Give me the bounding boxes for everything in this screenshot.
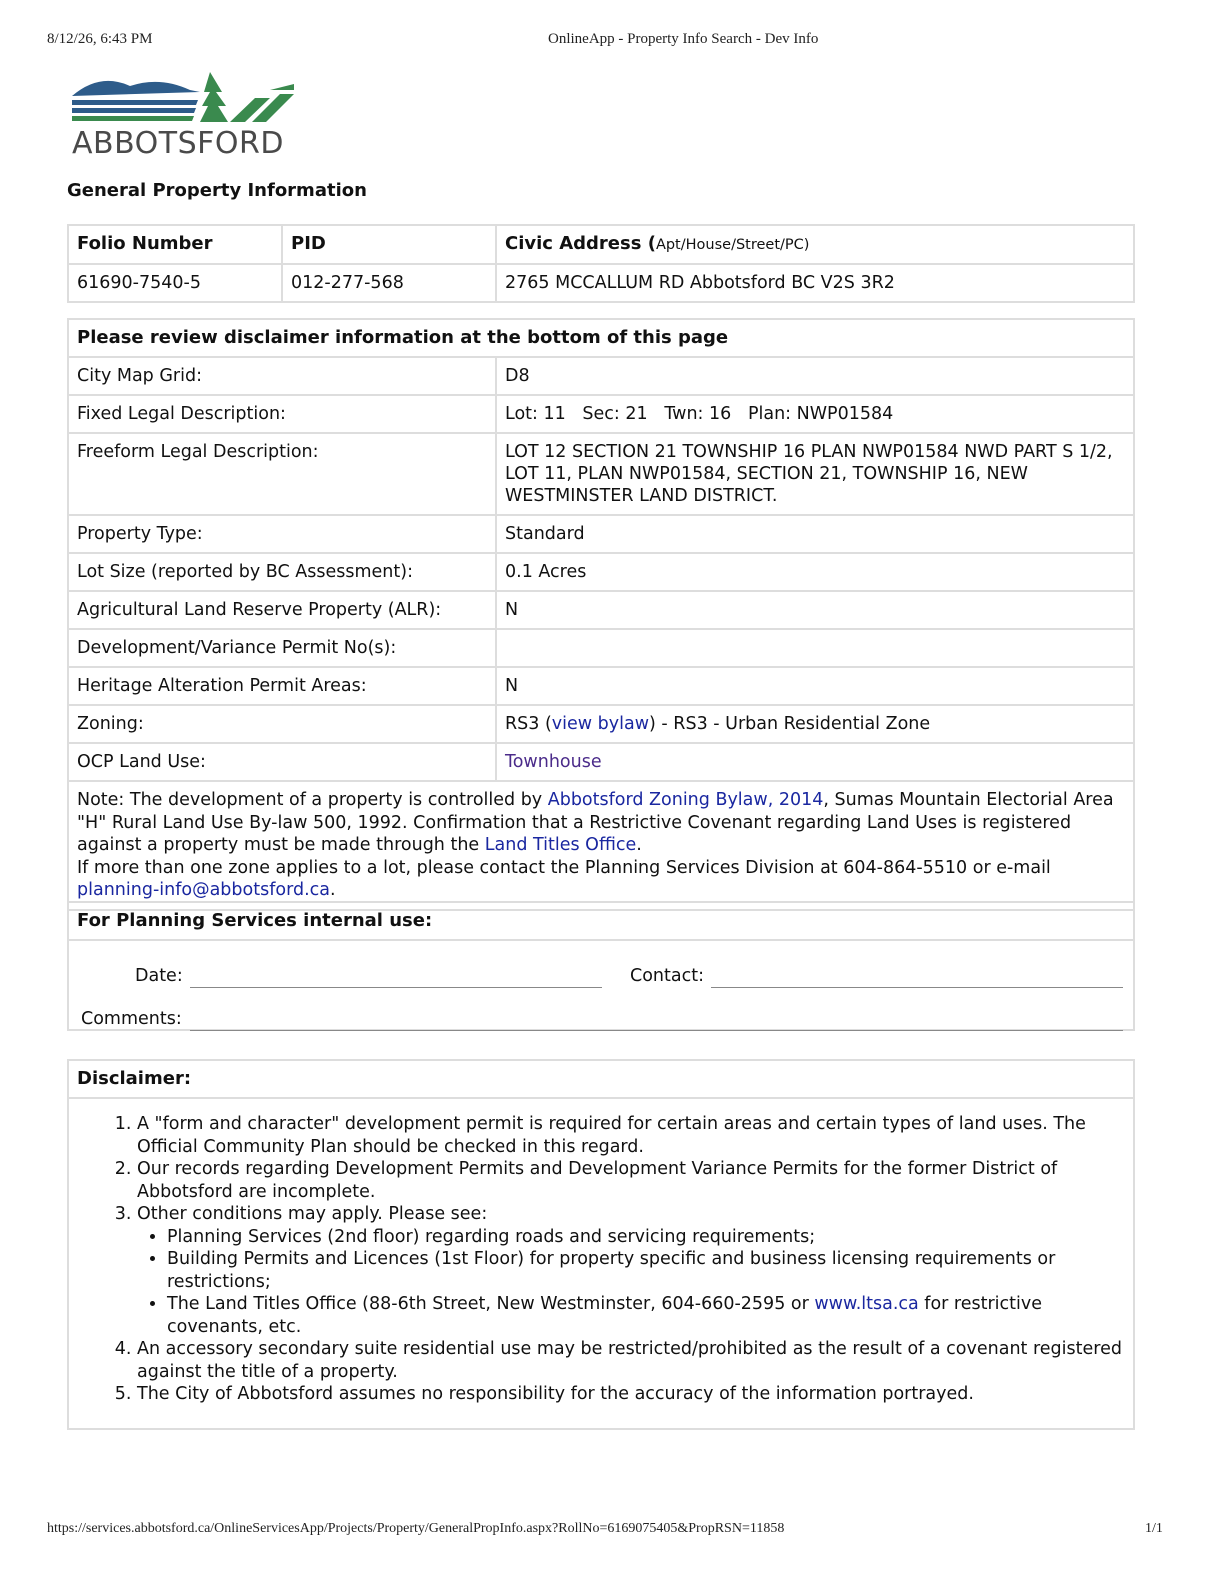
detail-row [68, 357, 1134, 395]
zoning-value [496, 705, 1134, 743]
note-text-5: . [329, 880, 336, 900]
detail-label: Lot Size (reported by BC Assessment): [68, 553, 496, 591]
civic-address-header [496, 225, 1134, 264]
disclaimer-list [77, 1113, 1125, 1406]
note-text-3: . [636, 835, 642, 855]
land-titles-link[interactable]: Land Titles Office [484, 835, 637, 855]
disclaimer-item [137, 1203, 1125, 1338]
internal-use-title: For Planning Services internal use: [68, 902, 1134, 940]
date-field[interactable] [190, 971, 602, 988]
detail-value: Lot: 11 Sec: 21 Twn: 16 Plan: NWP01584 [496, 395, 1134, 433]
folio-value: 61690-7540-5 [68, 264, 282, 302]
note-text-1: Note: The development of a property is controlled by [77, 790, 548, 810]
property-details-table [67, 318, 1135, 911]
ocp-townhouse-link[interactable]: Townhouse [505, 752, 602, 772]
detail-value [496, 629, 1134, 667]
comments-label: Comments: [81, 1009, 182, 1029]
zoning-bylaw-link[interactable]: Abbotsford Zoning Bylaw, 2014 [547, 790, 824, 810]
print-datetime: 8/12/26, 6:43 PM [47, 31, 153, 47]
disclaimer-title: Disclaimer: [68, 1060, 1134, 1098]
internal-use-form [68, 940, 1134, 1030]
folio-header: Folio Number [68, 225, 282, 264]
section-title: General Property Information [67, 180, 367, 201]
print-page-title: OnlineApp - Property Info Search - Dev Info [548, 31, 819, 47]
disclaimer-sublist [137, 1226, 1125, 1339]
detail-row [68, 629, 1134, 667]
zoning-note [68, 781, 1134, 910]
detail-label: Property Type: [68, 515, 496, 553]
sub3-text-pre: The Land Titles Office (88-6th Street, New Westminster, 604-660-2595 or [167, 1294, 815, 1314]
view-bylaw-link[interactable]: view bylaw [551, 714, 650, 734]
detail-value: 0.1 Acres [496, 553, 1134, 591]
sub3-text-post: for restrictive covenants, etc. [167, 1294, 1043, 1337]
detail-label: Fixed Legal Description: [68, 395, 496, 433]
detail-value: LOT 12 SECTION 21 TOWNSHIP 16 PLAN NWP01584 NWD PART S 1/2, LOT 11, PLAN NWP01584, SECTION 21, TOWNSHIP 16, NEW WESTMINSTER LAND DISTRICT. [496, 433, 1134, 515]
disclaimer-subitem: • Planning Services (2nd floor) regarding roads and servicing requirements; [167, 1226, 1125, 1249]
planning-email-link[interactable]: planning-info@abbotsford.ca [77, 880, 330, 900]
comments-field[interactable] [190, 1014, 1123, 1031]
detail-label: Agricultural Land Reserve Property (ALR): [68, 591, 496, 629]
detail-row [68, 667, 1134, 705]
detail-row [68, 553, 1134, 591]
zoning-post: ) - RS3 - Urban Residential Zone [649, 714, 931, 734]
logo-graphic [70, 70, 296, 128]
detail-row [68, 433, 1134, 515]
note-text-2: , Sumas Mountain Electorial Area "H" Rural Land Use By-law 500, 1992. Confirmation that a Restrictive Covenant regarding Land Uses is registered against a property must be made through the [77, 790, 1114, 855]
detail-value: N [496, 591, 1134, 629]
ltsa-link[interactable]: www.ltsa.ca [814, 1294, 919, 1314]
pid-header: PID [282, 225, 496, 264]
disclaimer-item-3-text: Other conditions may apply. Please see: [137, 1204, 488, 1224]
property-id-table [67, 224, 1135, 303]
detail-value: Standard [496, 515, 1134, 553]
disclaimer-item: 4. An accessory secondary suite residential use may be restricted/prohibited as the result of a covenant registered against the title of a property. [137, 1338, 1125, 1383]
date-label: Date: [135, 966, 183, 986]
civic-address-value: 2765 MCCALLUM RD Abbotsford BC V2S 3R2 [496, 264, 1134, 302]
pid-value: 012-277-568 [282, 264, 496, 302]
print-url: https://services.abbotsford.ca/OnlineServicesApp/Projects/Property/GeneralPropInfo.aspx?RollNo=6169075405&PropRSN=11858 [47, 1521, 785, 1536]
abbotsford-logo [70, 70, 296, 160]
civic-header-label: Civic Address ( [505, 233, 656, 254]
disclaimer-item: 2. Our records regarding Development Permits and Development Variance Permits for the former District of Abbotsford are incomplete. [137, 1158, 1125, 1203]
print-page-number: 1/1 [1145, 1521, 1163, 1536]
detail-row [68, 591, 1134, 629]
note-text-4: If more than one zone applies to a lot, please contact the Planning Services Division at 604-864-5510 or e-mail [77, 857, 1051, 878]
detail-value: D8 [496, 357, 1134, 395]
detail-rows [68, 357, 1134, 705]
disclaimer-item: 1. A "form and character" development permit is required for certain areas and certain types of land uses. The Official Community Plan should be checked in this regard. [137, 1113, 1125, 1158]
logo-text: ABBOTSFORD [72, 126, 284, 161]
contact-label: Contact: [630, 966, 704, 986]
civic-header-note: Apt/House/Street/PC) [655, 237, 810, 253]
detail-label: Freeform Legal Description: [68, 433, 496, 515]
disclaimer-subitem: • Building Permits and Licences (1st Floor) for property specific and business licensing requirements or restrictions; [167, 1248, 1125, 1293]
zoning-pre: RS3 ( [505, 714, 552, 734]
ocp-label: OCP Land Use: [68, 743, 496, 781]
detail-row [68, 515, 1134, 553]
contact-field[interactable] [711, 971, 1123, 988]
disclaimer-item: 5. The City of Abbotsford assumes no responsibility for the accuracy of the information portrayed. [137, 1383, 1125, 1406]
detail-label: Development/Variance Permit No(s): [68, 629, 496, 667]
detail-label: Heritage Alteration Permit Areas: [68, 667, 496, 705]
disclaimer-subitem [167, 1293, 1125, 1338]
detail-label: City Map Grid: [68, 357, 496, 395]
zoning-label: Zoning: [68, 705, 496, 743]
disclaimer-body [68, 1098, 1134, 1429]
detail-row [68, 395, 1134, 433]
detail-value: N [496, 667, 1134, 705]
disclaimer-banner: Please review disclaimer information at the bottom of this page [68, 319, 1134, 357]
internal-use-table [67, 901, 1135, 1031]
disclaimer-table [67, 1059, 1135, 1430]
